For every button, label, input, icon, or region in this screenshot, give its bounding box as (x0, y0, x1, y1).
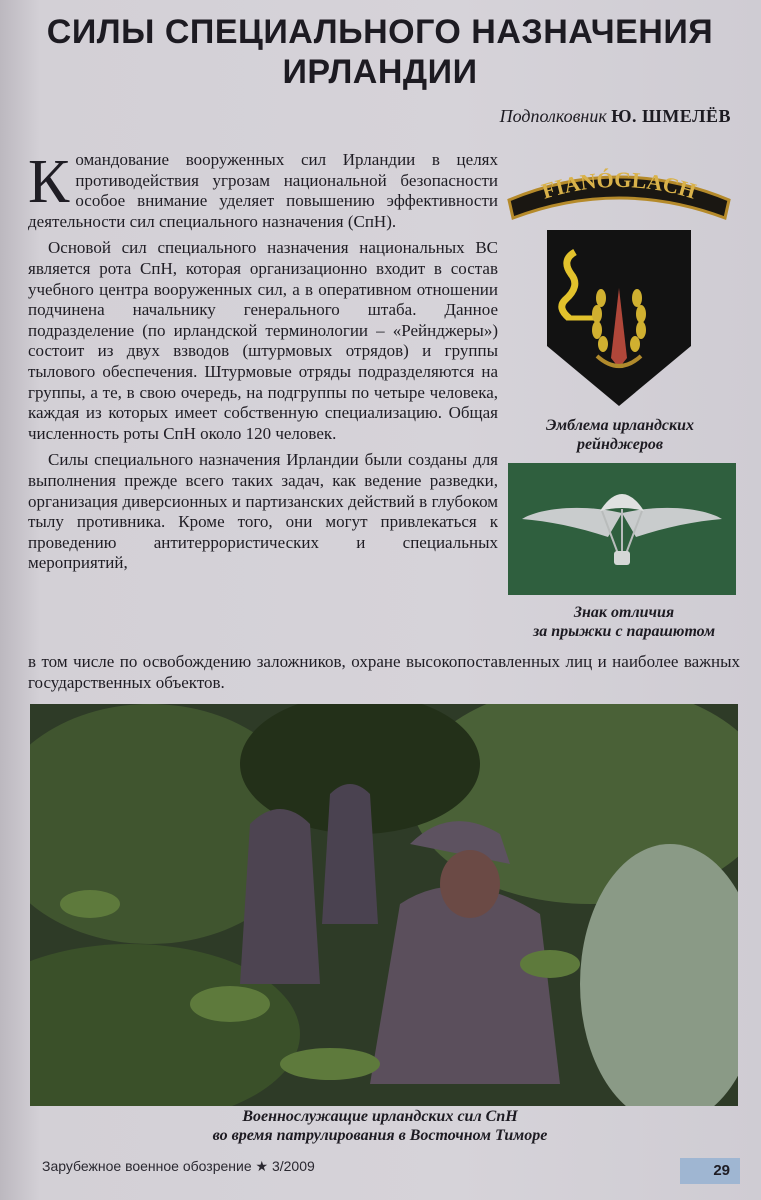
badge-caption-line-2: за прыжки с парашютом (532, 623, 716, 640)
journal-footer: Зарубежное военное обозрение ★ 3/2009 (42, 1158, 315, 1174)
article-title (30, 12, 730, 92)
photo-caption-line-2: во время патрулирования в Восточном Тиморе (212, 1127, 548, 1144)
paragraph-2: Основой сил специального назначения национальных ВС является рота СпН, которая организационно входит в состав учебного центра вооруженных сил, а в оперативном отношении подчинена начальнику генерального штаба. Данное подразделение (по ирландской терминологии – «Рейнджеры») состоит из двух взводов (штурмовых отрядов) и группы тылового обеспечения. Штурмовые отряды подразделяются на группы, а те, в свою очередь, на подгруппы по четыре человека, каждая из которых имеет собственную специализацию. Общая численность роты СпН около 120 человек. (28, 238, 498, 443)
jungle-soldier-image (30, 704, 738, 1106)
emblem-caption (520, 416, 720, 454)
title-line-2: ИРЛАНДИИ (282, 53, 478, 91)
ranger-emblem-image (545, 228, 693, 408)
patrol-photo (30, 704, 738, 1106)
emblem-caption-line-1: Эмблема ирландских (545, 417, 695, 434)
page-number: 29 (680, 1158, 740, 1184)
fianoglach-tab-image (505, 160, 733, 222)
author-name: Ю. ШМЕЛЁВ (611, 106, 731, 126)
author-line (500, 106, 731, 127)
photo-caption-line-1: Военнослужащие ирландских сил СпН (242, 1108, 518, 1125)
title-line-1: СИЛЫ СПЕЦИАЛЬНОГО НАЗНАЧЕНИЯ (46, 13, 714, 51)
paragraph-3-tail-text: в том числе по освобождению заложников, охране высокопоставленных лиц и наиболее важных государственных объектов. (28, 652, 740, 692)
photo-caption (100, 1107, 660, 1145)
emblem-caption-line-2: рейнджеров (576, 436, 664, 453)
paragraph-3-tail (28, 652, 740, 693)
tab-text: FIANÓGLACH (538, 166, 700, 204)
paragraph-1-text: омандование вооруженных сил Ирландии в целях противодействия угрозам национальной безопасности особое внимание уделяет повышению эффективности деятельности сил специального назначения (СпН). (28, 150, 498, 231)
article-body (28, 150, 498, 580)
paragraph-3: Силы специального назначения Ирландии были созданы для выполнения прежде всего таких задач, как ведение разведки, организация диверсионных и партизанских действий в глубоком тылу противника. Кроме того, они могут привлекаться к проведению антитеррористических и специальных мероприятий, (28, 450, 498, 573)
author-rank: Подполковник (499, 106, 607, 126)
badge-caption (510, 603, 738, 641)
parachute-badge-image (508, 463, 736, 595)
parachute-wings-icon (508, 463, 736, 595)
badge-caption-line-1: Знак отличия (573, 604, 675, 621)
drop-cap: К (28, 148, 70, 216)
paragraph-1 (28, 150, 498, 232)
